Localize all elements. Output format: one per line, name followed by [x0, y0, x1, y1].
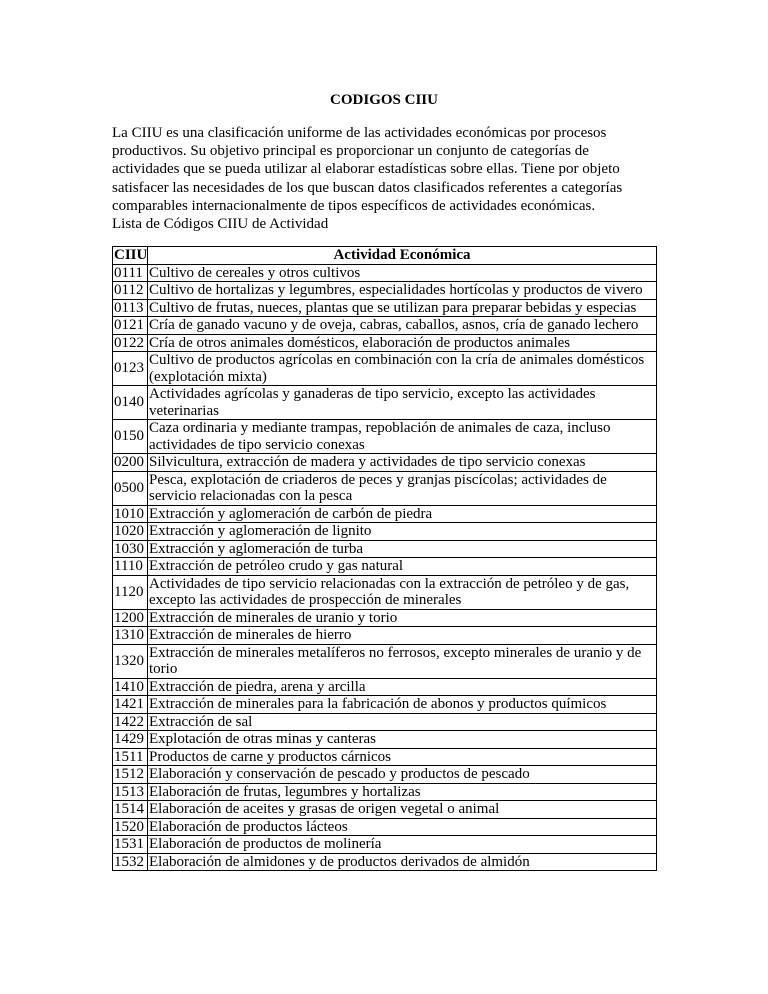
table-row	[113, 352, 657, 386]
table-row	[113, 766, 657, 784]
activity-cell: Extracción y aglomeración de turba	[148, 540, 657, 558]
table-row	[113, 627, 657, 645]
activity-cell: Elaboración de aceites y grasas de origen vegetal o animal	[148, 801, 657, 819]
header-activity: Actividad Económica	[148, 247, 657, 265]
ciiu-code-cell: 0150	[113, 420, 148, 454]
ciiu-code-cell: 0122	[113, 334, 148, 352]
document-title: CODIGOS CIIU	[330, 92, 438, 108]
ciiu-code-cell: 0113	[113, 299, 148, 317]
ciiu-code-cell: 0112	[113, 282, 148, 300]
table-row	[113, 678, 657, 696]
ciiu-code-cell: 1310	[113, 627, 148, 645]
ciiu-code-cell: 0140	[113, 386, 148, 420]
intro-section	[112, 124, 652, 233]
table-row	[113, 386, 657, 420]
activity-cell: Actividades agrícolas y ganaderas de tipo servicio, excepto las actividades veterinarias	[148, 386, 657, 420]
ciiu-code-cell: 1513	[113, 783, 148, 801]
table-row	[113, 334, 657, 352]
table-row	[113, 523, 657, 541]
activity-cell: Elaboración de almidones y de productos derivados de almidón	[148, 853, 657, 871]
activity-cell: Actividades de tipo servicio relacionadas con la extracción de petróleo y de gas, excepto las actividades de prospección de minerales	[148, 575, 657, 609]
activity-cell: Extracción y aglomeración de lignito	[148, 523, 657, 541]
activity-cell: Cultivo de frutas, nueces, plantas que se utilizan para preparar bebidas y especias	[148, 299, 657, 317]
activity-cell: Extracción de minerales de uranio y torio	[148, 609, 657, 627]
table-header-row	[113, 247, 657, 265]
ciiu-code-cell: 1531	[113, 836, 148, 854]
table-row	[113, 836, 657, 854]
ciiu-code-cell: 1120	[113, 575, 148, 609]
activity-cell: Extracción de petróleo crudo y gas natural	[148, 558, 657, 576]
table-row	[113, 299, 657, 317]
ciiu-code-cell: 1320	[113, 644, 148, 678]
ciiu-table	[112, 246, 657, 871]
ciiu-code-cell: 1532	[113, 853, 148, 871]
header-code: CIIU	[114, 247, 148, 263]
table-row	[113, 731, 657, 749]
table-row	[113, 644, 657, 678]
table-body	[113, 264, 657, 871]
ciiu-code-cell: 0200	[113, 454, 148, 472]
activity-cell: Extracción de minerales metalíferos no ferrosos, excepto minerales de uranio y de torio	[148, 644, 657, 678]
ciiu-code-cell: 0500	[113, 471, 148, 505]
table-row	[113, 575, 657, 609]
table-row	[113, 748, 657, 766]
ciiu-code-cell: 1512	[113, 766, 148, 784]
activity-cell: Elaboración de productos de molinería	[148, 836, 657, 854]
table-row	[113, 558, 657, 576]
table-row	[113, 505, 657, 523]
activity-cell: Extracción de minerales de hierro	[148, 627, 657, 645]
activity-cell: Extracción de minerales para la fabricación de abonos y productos químicos	[148, 696, 657, 714]
intro-paragraph: La CIIU es una clasificación uniforme de las actividades económicas por procesos productivos. Su objetivo principal es proporcionar un conjunto de categorías de actividades que se pueda utilizar al elaborar estadísticas sobre ellas. Tiene por objeto satisfacer las necesidades de los que buscan datos clasificados referentes a categorías comparables internacionalmente de tipos específicos de actividades económicas.	[112, 125, 623, 214]
list-title: Lista de Códigos CIIU de Actividad	[112, 216, 329, 233]
activity-cell: Pesca, explotación de criaderos de peces y granjas piscícolas; actividades de servicio relacionadas con la pesca	[148, 471, 657, 505]
ciiu-code-cell: 1520	[113, 818, 148, 836]
ciiu-code-cell: 1110	[113, 558, 148, 576]
table-row	[113, 454, 657, 472]
table-row	[113, 471, 657, 505]
activity-cell: Elaboración y conservación de pescado y productos de pescado	[148, 766, 657, 784]
activity-cell: Elaboración de frutas, legumbres y hortalizas	[148, 783, 657, 801]
ciiu-code-cell: 1200	[113, 609, 148, 627]
activity-cell: Cría de ganado vacuno y de oveja, cabras, caballos, asnos, cría de ganado lechero	[148, 317, 657, 335]
activity-cell: Cría de otros animales domésticos, elaboración de productos animales	[148, 334, 657, 352]
table-row	[113, 317, 657, 335]
table-row	[113, 420, 657, 454]
activity-cell: Caza ordinaria y mediante trampas, repoblación de animales de caza, incluso actividades de tipo servicio conexas	[148, 420, 657, 454]
ciiu-code-cell: 1020	[113, 523, 148, 541]
activity-cell: Silvicultura, extracción de madera y actividades de tipo servicio conexas	[148, 454, 657, 472]
activity-cell: Extracción y aglomeración de carbón de piedra	[148, 505, 657, 523]
ciiu-code-cell: 1421	[113, 696, 148, 714]
ciiu-code-cell: 0121	[113, 317, 148, 335]
ciiu-code-cell: 1514	[113, 801, 148, 819]
activity-cell: Cultivo de productos agrícolas en combinación con la cría de animales domésticos (explotación mixta)	[148, 352, 657, 386]
table-row	[113, 783, 657, 801]
activity-cell: Cultivo de hortalizas y legumbres, especialidades hortícolas y productos de vivero	[148, 282, 657, 300]
table-row	[113, 540, 657, 558]
activity-cell: Productos de carne y productos cárnicos	[148, 748, 657, 766]
ciiu-code-cell: 1429	[113, 731, 148, 749]
ciiu-code-cell: 0111	[113, 264, 148, 282]
ciiu-code-cell: 1410	[113, 678, 148, 696]
table-row	[113, 696, 657, 714]
activity-cell: Elaboración de productos lácteos	[148, 818, 657, 836]
ciiu-code-cell: 1010	[113, 505, 148, 523]
ciiu-code-cell: 1030	[113, 540, 148, 558]
activity-cell: Extracción de sal	[148, 713, 657, 731]
table-row	[113, 282, 657, 300]
table-row	[113, 818, 657, 836]
activity-cell: Explotación de otras minas y canteras	[148, 731, 657, 749]
ciiu-code-cell: 0123	[113, 352, 148, 386]
table-row	[113, 713, 657, 731]
activity-cell: Cultivo de cereales y otros cultivos	[148, 264, 657, 282]
ciiu-code-cell: 1511	[113, 748, 148, 766]
table-row	[113, 801, 657, 819]
table-row	[113, 853, 657, 871]
table-row	[113, 264, 657, 282]
table-row	[113, 609, 657, 627]
ciiu-code-cell: 1422	[113, 713, 148, 731]
activity-cell: Extracción de piedra, arena y arcilla	[148, 678, 657, 696]
